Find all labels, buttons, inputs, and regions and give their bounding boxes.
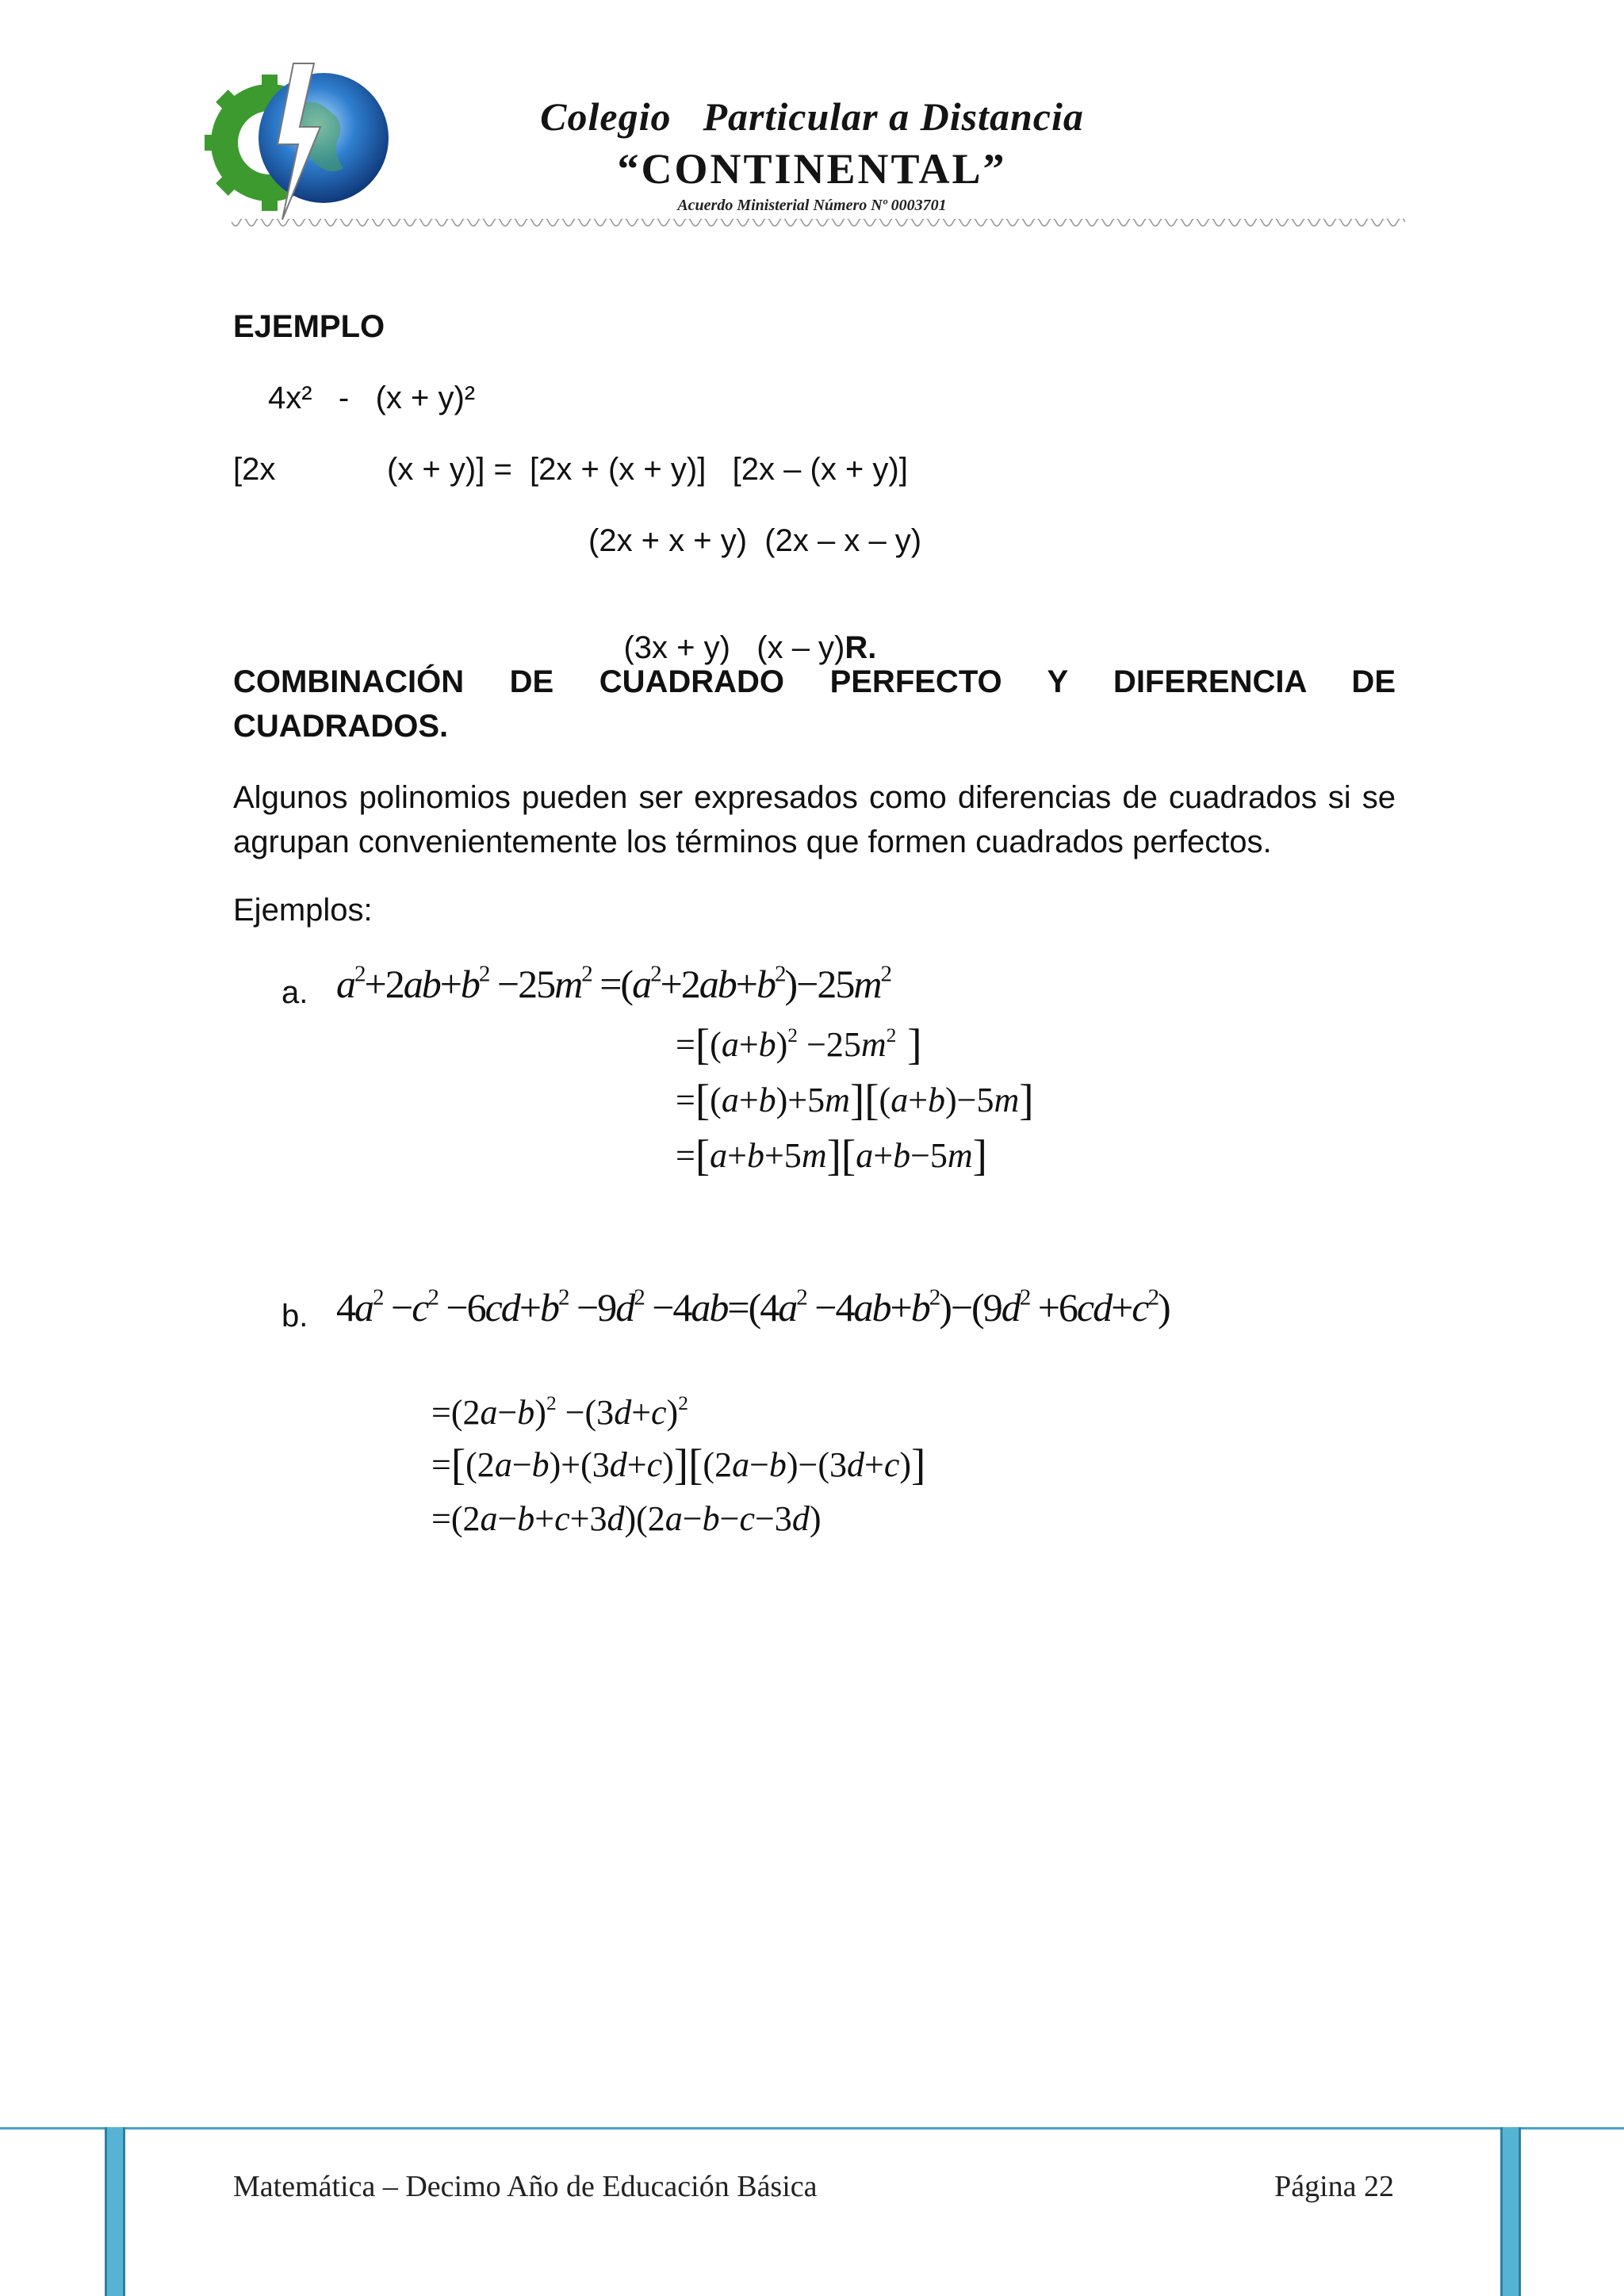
example-heading: EJEMPLO bbox=[233, 309, 385, 344]
section-title: COMBINACIÓN DE CUADRADO PERFECTO Y DIFERENCIA DE CUADRADOS. bbox=[233, 664, 1396, 744]
example-line2-b: (x + y)] = [2x + (x + y)] [2x – (x + y)] bbox=[387, 452, 908, 487]
footer-subject: Matemática – Decimo Año de Educación Básica bbox=[233, 2170, 818, 2203]
example-a-line3: =[(a+b)+5m][(a+b)−5m] bbox=[676, 1075, 1034, 1124]
example-a-line1: $a^2+2ab+b^2 -25m^2 =(a^2+2ab+b^2)-25m^2$ bbox=[336, 961, 891, 1006]
examples-label: Ejemplos: bbox=[233, 893, 373, 928]
footer-accent-right bbox=[1500, 2127, 1521, 2296]
school-name: “CONTINENTAL” bbox=[617, 145, 1007, 193]
example-b-line4: =(2a−b+c+3d)(2a−b−c−3d) bbox=[431, 1499, 822, 1538]
page-number: Página 22 bbox=[1274, 2170, 1394, 2203]
example-line2-a: [2x bbox=[233, 452, 276, 487]
example-a-label: a. bbox=[282, 975, 308, 1010]
footer-accent-left bbox=[105, 2127, 125, 2296]
example-b-line3: =[(2a−b)+(3d+c)][(2a−b)−(3d+c)] bbox=[431, 1440, 926, 1489]
ministerial-agreement: Acuerdo Ministerial Número Nº 0003701 bbox=[677, 197, 947, 214]
header-divider bbox=[232, 219, 1405, 232]
example-a-line2: $=[(a+b)^2 -25m^2$ ] bbox=[676, 1020, 922, 1069]
footer-divider bbox=[0, 2127, 1624, 2130]
section-paragraph: Algunos polinomios pueden ser expresados como diferencias de cuadrados si se agrupan convenientemente los términos que formen cuadrados perfectos. bbox=[233, 780, 1396, 859]
example-a-line4: =[a+b+5m][a+b−5m] bbox=[676, 1131, 987, 1180]
example-line3: (2x + x + y) (2x – x – y) bbox=[588, 523, 922, 558]
example-result-marker: R. bbox=[845, 630, 877, 665]
school-word-colegio: Colegio bbox=[540, 94, 672, 139]
example-b-line1: $4a^2 -c^2 -6cd+b^2 -9d^2 -4ab=(4a^2 -4ab+b^2)-(9d^2 +6cd+c^2)$ bbox=[336, 1284, 1170, 1330]
example-line1: 4x² - (x + y)² bbox=[268, 381, 476, 415]
school-header-line1 bbox=[0, 94, 1624, 140]
example-b-line2: $=(2a-b)^2 -(3d+c)^2$ bbox=[431, 1391, 688, 1432]
example-b-label: b. bbox=[282, 1299, 308, 1334]
school-word-particular: Particular a Distancia bbox=[703, 94, 1084, 139]
example-line4-text: (3x + y) (x – y) bbox=[623, 630, 845, 665]
